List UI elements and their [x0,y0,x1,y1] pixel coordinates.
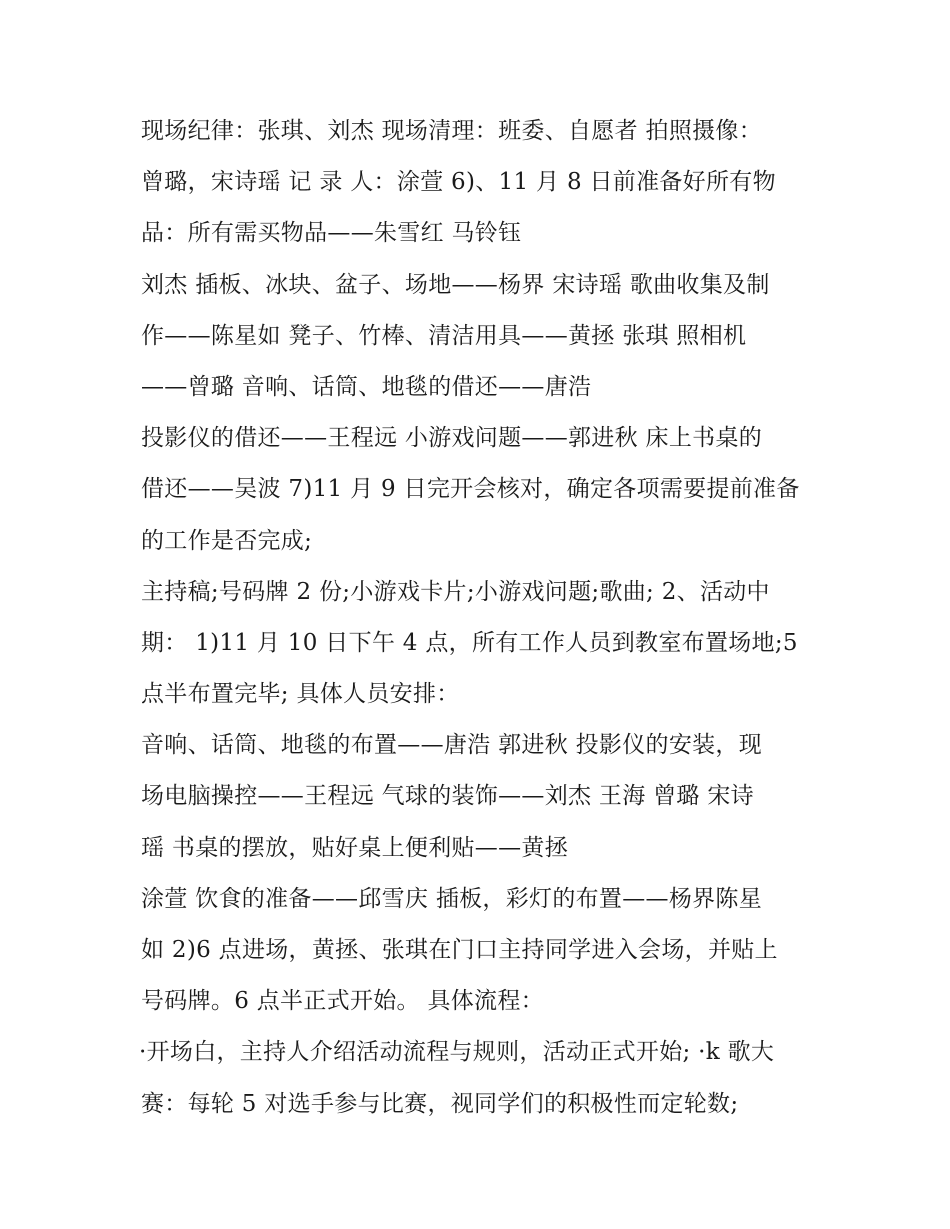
text-line: 号码牌。6 点半正式开始。 具体流程： [141,988,544,1015]
text-line: 刘杰 插板、冰块、盆子、场地——杨界 宋诗瑶 歌曲收集及制 [141,271,770,298]
text-line: 点半布置完毕; 具体人员安排： [141,681,460,708]
text-line: ——曾璐 音响、话筒、地毯的借还——唐浩 [141,373,592,400]
text-line: 涂萱 饮食的准备——邱雪庆 插板，彩灯的布置——杨界陈星 [141,885,763,912]
text-line: 瑶 书桌的摆放，贴好桌上便利贴——黄拯 [141,834,569,861]
text-line: 曾璐，宋诗瑶 记 录 人：涂萱 6)、11 月 8 日前准备好所有物 [141,169,776,196]
text-line: 投影仪的借还——王程远 小游戏问题——郭进秋 床上书桌的 [141,425,763,452]
text-line: 赛：每轮 5 对选手参与比赛，视同学们的积极性而定轮数; [141,1090,739,1117]
text-line: 借还——吴波 7)11 月 9 日完开会核对，确定各项需要提前准备 [141,476,800,503]
document-body [141,106,821,1130]
text-line: 主持稿;号码牌 2 份;小游戏卡片;小游戏问题;歌曲; 2、活动中 [141,578,770,605]
text-line: ·开场白，主持人介绍活动流程与规则，活动正式开始; ·k 歌大 [139,1039,775,1066]
text-line: 期： 1)11 月 10 日下午 4 点，所有工作人员到教室布置场地;5 [141,629,798,656]
text-line: 如 2)6 点进场，黄拯、张琪在门口主持同学进入会场，并贴上 [141,937,778,963]
text-line: 的工作是否完成; [141,527,313,554]
text-line: 场电脑操控——王程远 气球的装饰——刘杰 王海 曾璐 宋诗 [141,783,754,810]
text-line: 品：所有需买物品——朱雪红 马铃钰 [141,220,522,247]
text-line: 音响、话筒、地毯的布置——唐浩 郭进秋 投影仪的安装，现 [141,732,763,759]
text-line: 作——陈星如 凳子、竹棒、清洁用具——黄拯 张琪 照相机 [141,322,747,349]
text-line: 现场纪律：张琪、刘杰 现场清理：班委、自愿者 拍照摄像： [141,118,763,144]
